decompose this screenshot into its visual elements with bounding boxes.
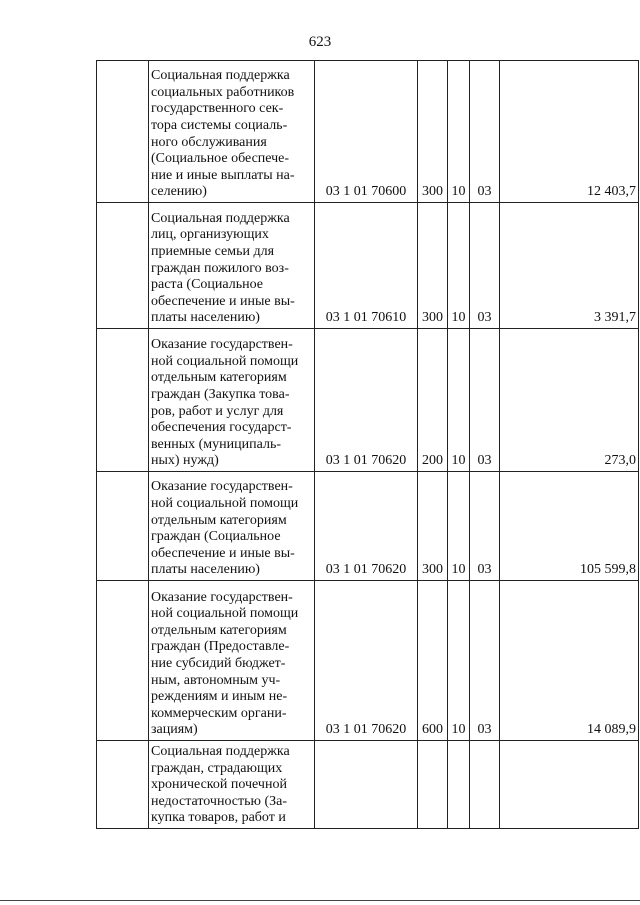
section-code: 10 [448, 61, 470, 203]
item-name: Оказание государствен- ной социальной помощи отдельным категориям граждан (Закупка това- ров, работ и услуг для обеспечения государст- венных (муниципаль- ных) нужд) [149, 329, 315, 472]
table-row [97, 61, 639, 203]
page-number: 623 [308, 34, 332, 50]
subsection-code: 03 [470, 61, 500, 203]
subsection-code: 03 [470, 581, 500, 741]
subsection-code: 03 [470, 329, 500, 472]
amount: 105 599,8 [500, 472, 639, 581]
subsection-code [470, 741, 500, 829]
item-name: Социальная поддержка социальных работников государственного сек- тора системы социаль- ного обслуживания (Социальное обеспече- ние и иные выплаты на- селению) [149, 61, 315, 203]
budget-table [96, 60, 639, 829]
target-code: 03 1 01 70600 [315, 61, 418, 203]
item-name: Социальная поддержка лиц, организующих приемные семьи для граждан пожилого воз- раста (Социальное обеспечение и иные вы- платы населению) [149, 203, 315, 329]
amount: 273,0 [500, 329, 639, 472]
item-name: Оказание государствен- ной социальной помощи отдельным категориям граждан (Социальное обеспечение и иные вы- платы населению) [149, 472, 315, 581]
target-code [315, 741, 418, 829]
empty-cell [97, 741, 149, 829]
expense-type: 200 [418, 329, 448, 472]
table-row [97, 741, 639, 829]
amount: 14 089,9 [500, 581, 639, 741]
expense-type: 300 [418, 203, 448, 329]
amount: 12 403,7 [500, 61, 639, 203]
subsection-code: 03 [470, 203, 500, 329]
section-code: 10 [448, 581, 470, 741]
page-bottom-rule [0, 900, 640, 901]
expense-type: 600 [418, 581, 448, 741]
item-name: Социальная поддержка граждан, страдающих хронической почечной недостаточностью (За- купка товаров, работ и [149, 741, 315, 829]
expense-type: 300 [418, 472, 448, 581]
expense-type: 300 [418, 61, 448, 203]
section-code: 10 [448, 472, 470, 581]
target-code: 03 1 01 70620 [315, 472, 418, 581]
empty-cell [97, 61, 149, 203]
amount: 3 391,7 [500, 203, 639, 329]
section-code: 10 [448, 329, 470, 472]
target-code: 03 1 01 70620 [315, 329, 418, 472]
table-row [97, 581, 639, 741]
empty-cell [97, 472, 149, 581]
section-code [448, 741, 470, 829]
expense-type [418, 741, 448, 829]
section-code: 10 [448, 203, 470, 329]
subsection-code: 03 [470, 472, 500, 581]
target-code: 03 1 01 70610 [315, 203, 418, 329]
table-row [97, 329, 639, 472]
amount [500, 741, 639, 829]
table-row [97, 472, 639, 581]
empty-cell [97, 581, 149, 741]
empty-cell [97, 329, 149, 472]
item-name: Оказание государствен- ной социальной помощи отдельным категориям граждан (Предоставле- ние субсидий бюджет- ным, автономным уч- реждениям и иным не- коммерческим органи- зациям) [149, 581, 315, 741]
empty-cell [97, 203, 149, 329]
target-code: 03 1 01 70620 [315, 581, 418, 741]
table-row [97, 203, 639, 329]
